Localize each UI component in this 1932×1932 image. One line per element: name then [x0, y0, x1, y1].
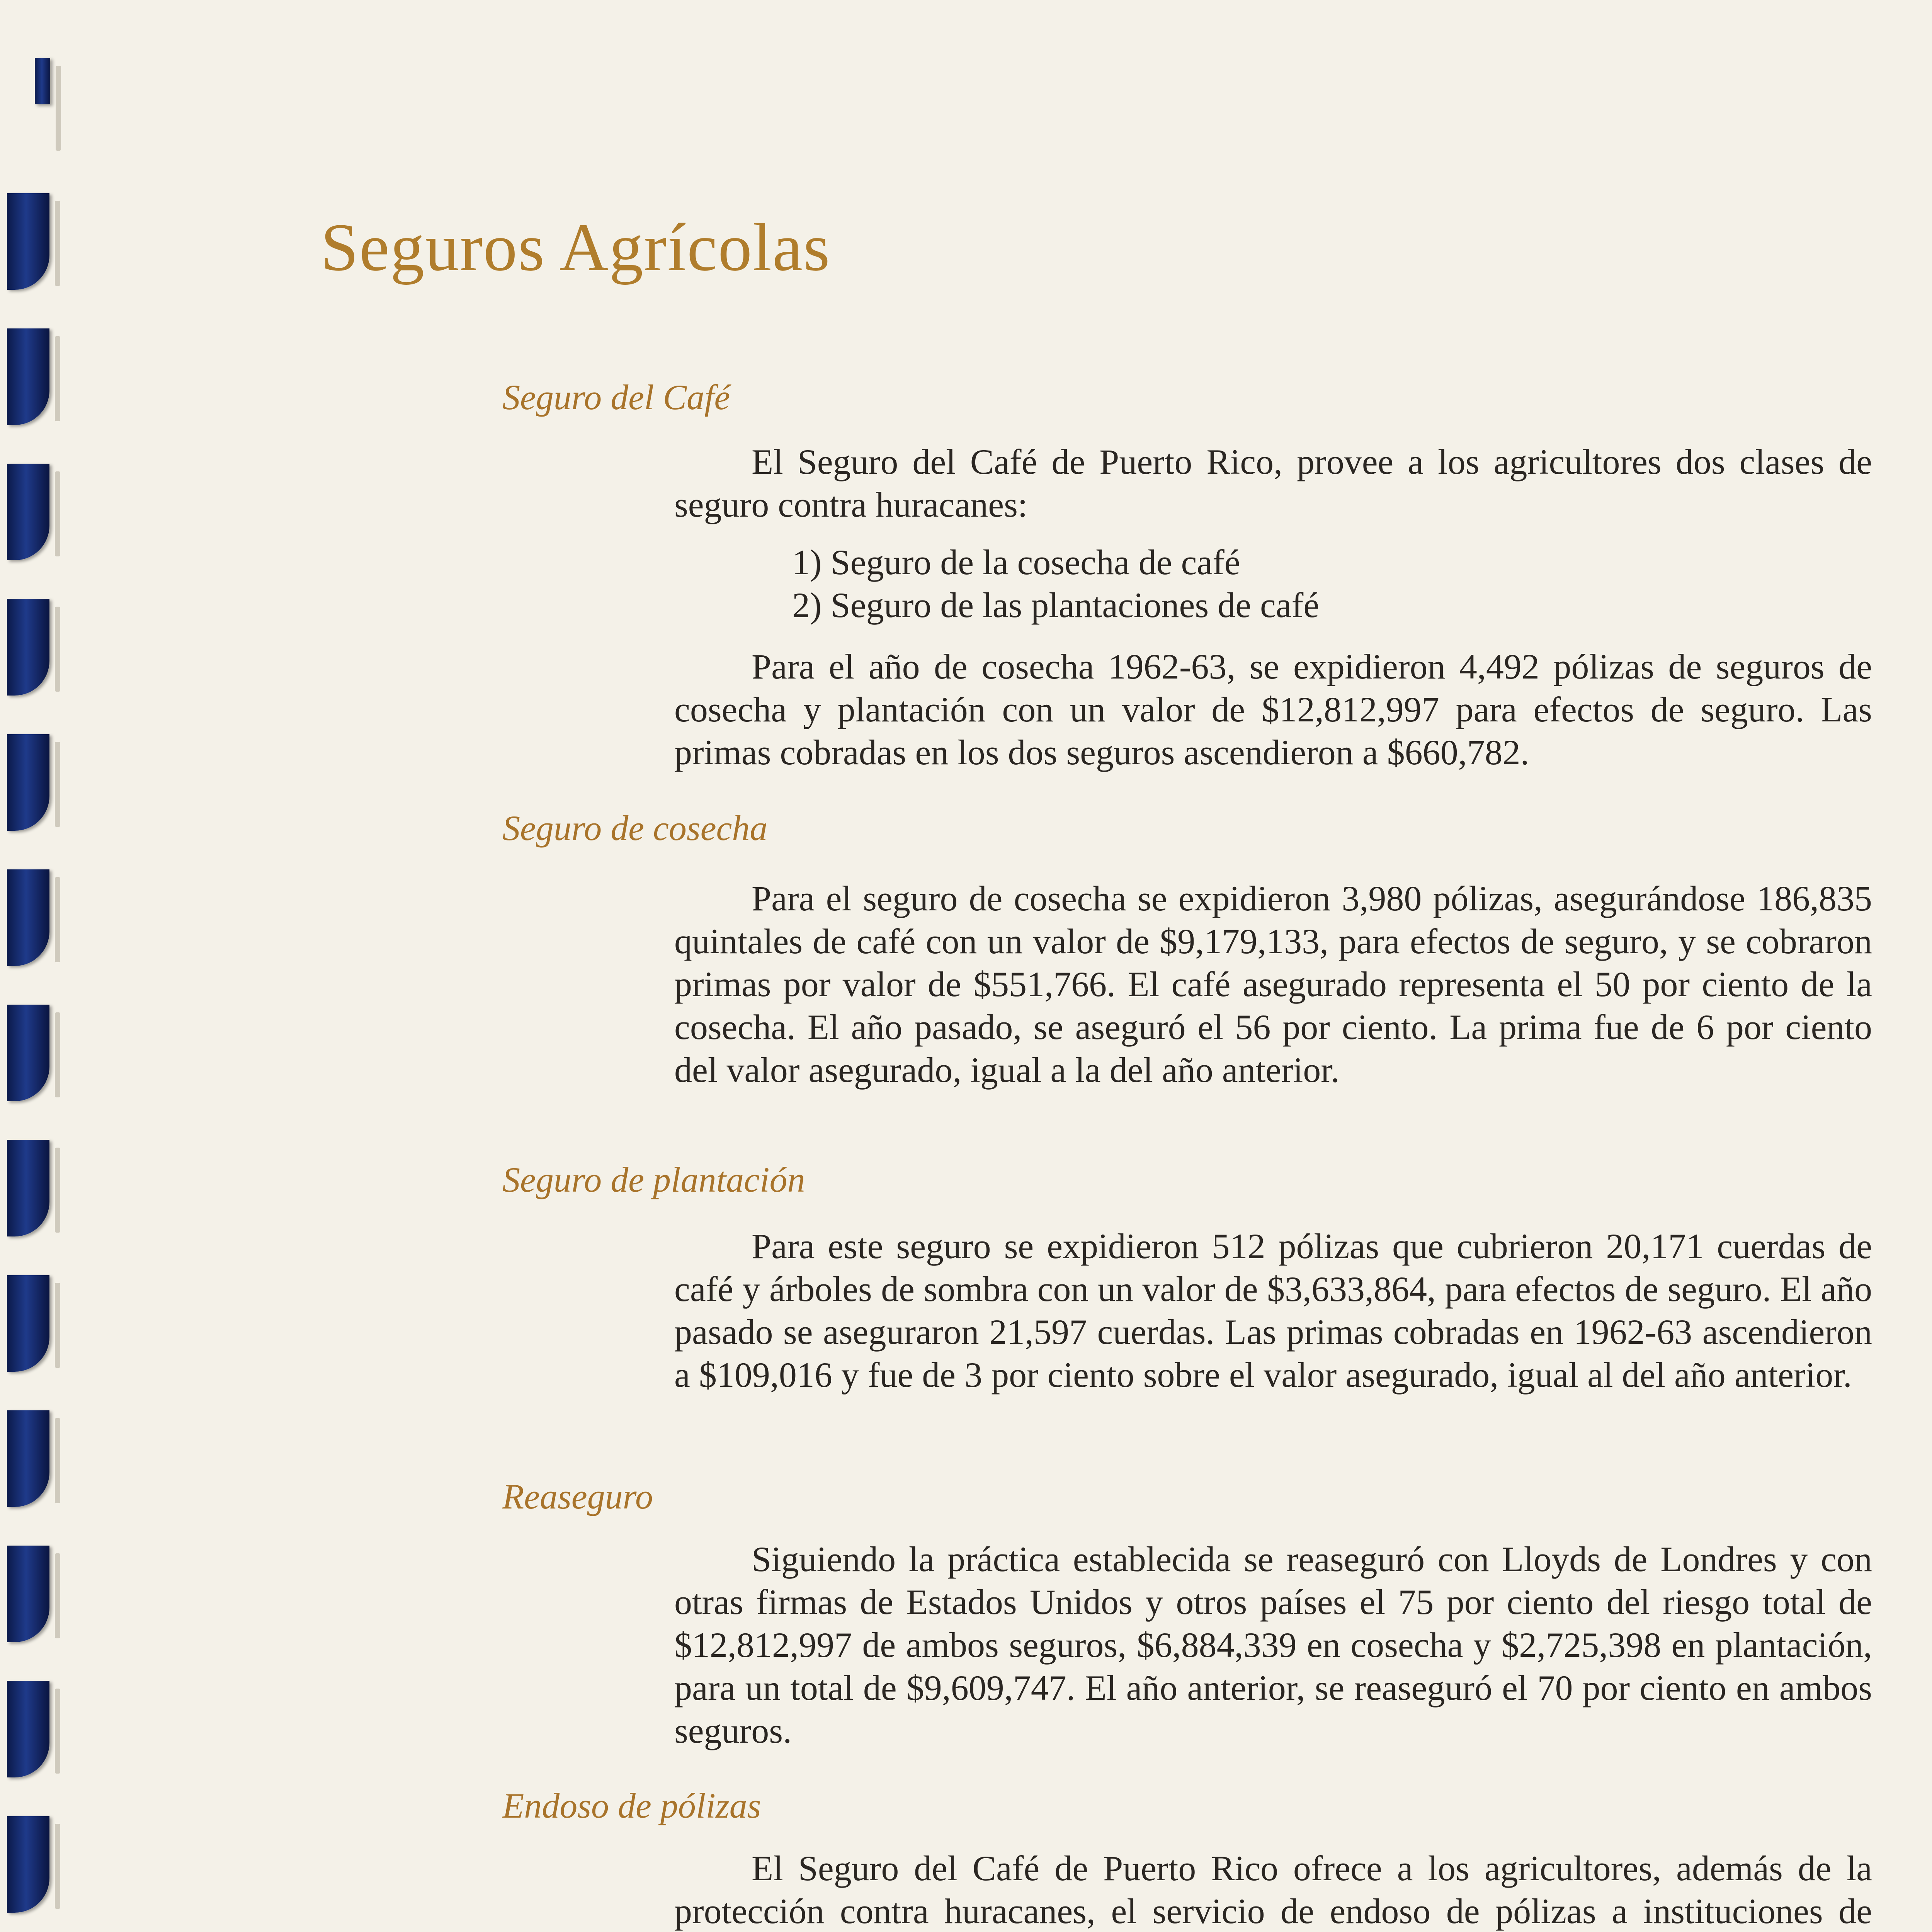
list-item: 1) Seguro de la cosecha de café	[792, 543, 1240, 582]
section-body-endoso-de-polizas	[674, 1847, 1872, 1932]
section-body-seguro-de-cosecha	[674, 877, 1872, 1092]
binding-ring	[7, 869, 49, 966]
binding-ring	[7, 193, 49, 290]
binding-ring	[7, 1816, 49, 1913]
section-body-seguro-del-cafe-summary	[674, 645, 1872, 774]
section-body-reaseguro	[674, 1538, 1872, 1752]
paragraph: Para el seguro de cosecha se expidieron 3,980 pólizas, asegurándose 186,835 quintales de café con un valor de $9,179,133, para efectos de seguro, y se cobraron primas por valor de $551,766. El café asegurado representa el 50 por ciento de la cosecha. El año pasado, se aseguró el 56 por ciento. La prima fue de 6 por ciento del valor asegurado, igual a la del año anterior.	[674, 879, 1872, 1090]
insurance-types-list	[792, 541, 1835, 627]
section-heading-seguro-del-cafe: Seguro del Café	[502, 378, 730, 417]
paragraph: El Seguro del Café de Puerto Rico ofrece a los agricultores, además de la protección contra huracanes, el servicio de endoso de pólizas a instituciones de	[674, 1849, 1872, 1931]
section-heading-endoso-de-polizas: Endoso de pólizas	[502, 1786, 761, 1825]
page-title: Seguros Agrícolas	[321, 210, 831, 285]
section-body-seguro-de-plantacion	[674, 1225, 1872, 1396]
section-heading-seguro-de-plantacion: Seguro de plantación	[502, 1160, 805, 1199]
binding-ring	[7, 1410, 49, 1507]
spiral-binding	[0, 0, 70, 1932]
binding-ring	[7, 464, 49, 560]
binding-ring	[7, 734, 49, 831]
binding-ring	[7, 1275, 49, 1372]
binding-ring	[7, 1681, 49, 1777]
section-heading-reaseguro: Reaseguro	[502, 1477, 653, 1516]
binding-ring	[7, 328, 49, 425]
binding-ring	[7, 1140, 49, 1236]
paragraph: El Seguro del Café de Puerto Rico, provee a los agricultores dos clases de seguro contra huracanes:	[674, 442, 1872, 524]
binding-ring	[7, 1546, 49, 1642]
section-heading-seguro-de-cosecha: Seguro de cosecha	[502, 808, 768, 848]
binding-ring	[7, 1005, 49, 1101]
paragraph: Para este seguro se expidieron 512 pólizas que cubrieron 20,171 cuerdas de café y árboles de sombra con un valor de $3,633,864, para efectos de seguro. El año pasado se aseguraron 21,597 cuerdas. Las primas cobradas en 1962-63 ascendieron a $109,016 y fue de 3 por ciento sobre el valor asegurado, igual al del año anterior.	[674, 1226, 1872, 1395]
section-body-seguro-del-cafe	[674, 440, 1872, 526]
paragraph: Para el año de cosecha 1962-63, se expidieron 4,492 pólizas de seguros de cosecha y plantación con un valor de $12,812,997 para efectos de seguro. Las primas cobradas en los dos seguros ascendieron a $660,782.	[674, 647, 1872, 772]
binding-ring	[7, 599, 49, 696]
paragraph: Siguiendo la práctica establecida se reaseguró con Lloyds de Londres y con otras firmas de Estados Unidos y otros países el 75 por ciento del riesgo total de $12,812,997 de ambos seguros, $6,884,339 en cosecha y $2,725,398 en plantación, para un total de $9,609,747. El año anterior, se reaseguró el 70 por ciento en ambos seguros.	[674, 1539, 1872, 1750]
list-item: 2) Seguro de las plantaciones de café	[792, 585, 1320, 625]
binding-ring	[35, 58, 50, 104]
